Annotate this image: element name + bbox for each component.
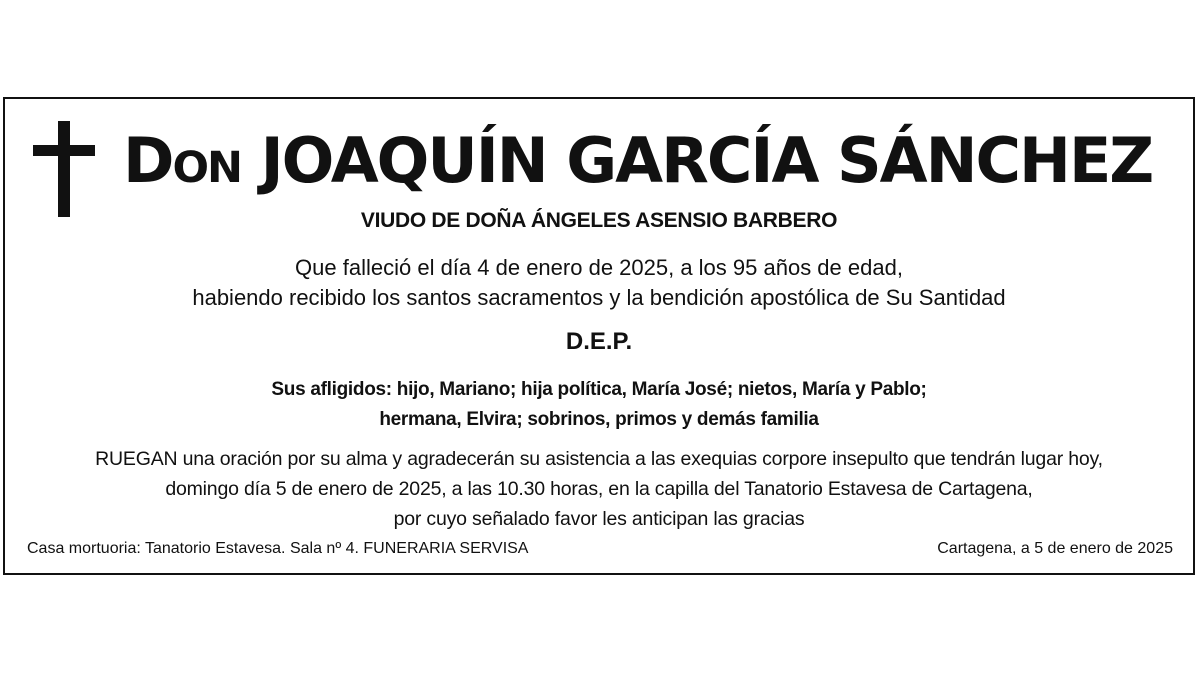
obituary-notice (3, 97, 1195, 575)
death-announcement-line: habiendo recibido los santos sacramentos y la bendición apostólica de Su Santidad (192, 285, 1006, 310)
funeral-home-info: Casa mortuoria: Tanatorio Estavesa. Sala nº 4. FUNERARIA SERVISA (27, 540, 529, 557)
widow-line: VIUDO DE DOÑA ÁNGELES ASENSIO BARBERO (360, 209, 838, 232)
family-list-line: Sus afligidos: hijo, Mariano; hija política, María José; nietos, María y Pablo; (271, 379, 927, 400)
funeral-request-line: RUEGAN una oración por su alma y agradecerán su asistencia a las exequias corpore insepulto que tendrán lugar hoy, (95, 448, 1103, 470)
funeral-request-line: por cuyo señalado favor les anticipan las gracias (393, 508, 805, 530)
dep-abbreviation: D.E.P. (565, 328, 633, 355)
cross-icon (33, 121, 95, 217)
funeral-request-line: domingo día 5 de enero de 2025, a las 10.30 horas, en la capilla del Tanatorio Estavesa de Cartagena, (165, 478, 1033, 500)
place-and-date: Cartagena, a 5 de enero de 2025 (937, 540, 1173, 557)
death-announcement-line: Que falleció el día 4 de enero de 2025, a los 95 años de edad, (295, 255, 903, 280)
honorific-title: Don (123, 124, 261, 197)
deceased-name: JOAQUÍN GARCÍA SÁNCHEZ (260, 124, 1153, 197)
deceased-name-heading (123, 121, 1153, 201)
family-list (5, 375, 1193, 435)
death-announcement (5, 253, 1193, 313)
funeral-request (5, 444, 1193, 534)
family-list-line: hermana, Elvira; sobrinos, primos y demás familia (379, 409, 819, 430)
